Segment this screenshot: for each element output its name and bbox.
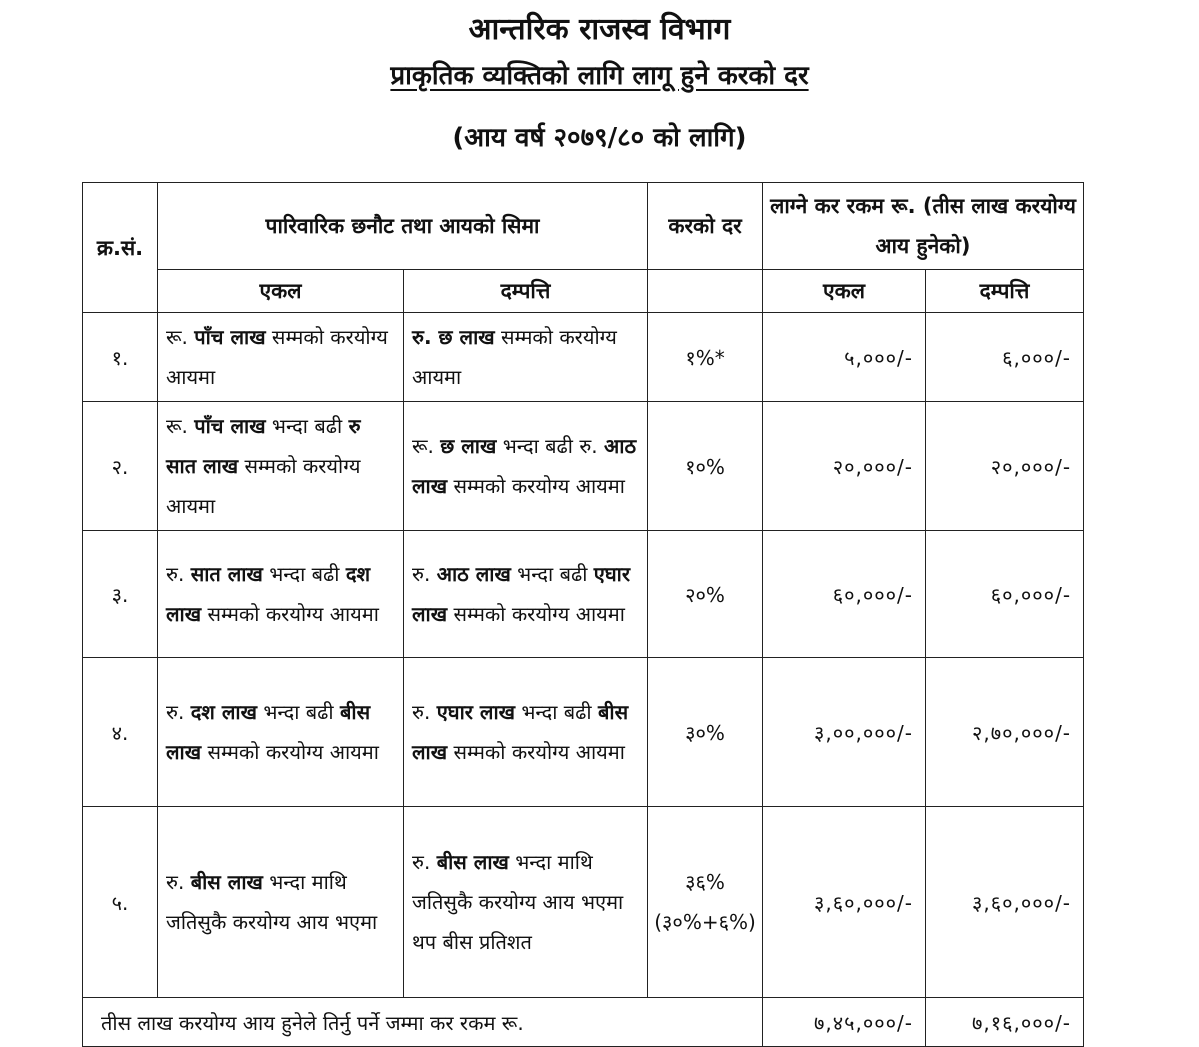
header-amount-couple: दम्पत्ति: [926, 270, 1084, 313]
document-subtitle: [0, 56, 1199, 96]
serial-cell: ४.: [83, 658, 158, 807]
header-couple: दम्पत्ति: [404, 270, 648, 313]
amount-single-cell: २०,०००/-: [763, 402, 926, 531]
single-limit-cell: रू. पाँच लाख भन्दा बढी रु सात लाख सम्मको करयोग्य आयमा: [158, 402, 404, 531]
serial-cell: १.: [83, 313, 158, 402]
rate-cell: २०%: [648, 531, 763, 658]
amount-single-cell: ३,००,०००/-: [763, 658, 926, 807]
amount-couple-cell: ६०,०००/-: [926, 531, 1084, 658]
table-row: [83, 531, 1084, 658]
rate-value: ३६%: [685, 870, 725, 894]
single-limit-cell: रु. सात लाख भन्दा बढी दश लाख सम्मको करयोग्य आयमा: [158, 531, 404, 658]
rate-note: (३०%+६%): [654, 910, 756, 934]
header-row-1: [83, 183, 1084, 270]
single-limit-cell: रु. दश लाख भन्दा बढी बीस लाख सम्मको करयोग्य आयमा: [158, 658, 404, 807]
serial-cell: २.: [83, 402, 158, 531]
header-rate-blank: [648, 270, 763, 313]
header-row-2: [83, 270, 1084, 313]
amount-couple-cell: ३,६०,०००/-: [926, 807, 1084, 998]
total-amount-couple: ७,१६,०००/-: [926, 998, 1084, 1047]
table-row: [83, 807, 1084, 998]
amount-couple-cell: ६,०००/-: [926, 313, 1084, 402]
header-serial: क्र.सं.: [83, 183, 158, 313]
header-tax-amount: लाग्ने कर रकम रू. (तीस लाख करयोग्य आय हुनेको): [763, 183, 1084, 270]
subtitle-text: प्राकृतिक व्यक्तिको लागि लागू हुने करको दर: [390, 61, 809, 91]
department-title: आन्तरिक राजस्व विभाग: [468, 12, 731, 47]
rate-cell: १०%: [648, 402, 763, 531]
fiscal-year-line: (आय वर्ष २०७९/८० को लागि): [452, 123, 747, 153]
serial-cell: ३.: [83, 531, 158, 658]
header-single: एकल: [158, 270, 404, 313]
amount-couple-cell: २०,०००/-: [926, 402, 1084, 531]
header-tax-rate: करको दर: [648, 183, 763, 270]
serial-cell: ५.: [83, 807, 158, 998]
table-row: [83, 402, 1084, 531]
table-row: [83, 658, 1084, 807]
rate-cell: १%*: [648, 313, 763, 402]
amount-single-cell: ३,६०,०००/-: [763, 807, 926, 998]
couple-limit-cell: रु. छ लाख सम्मको करयोग्य आयमा: [404, 313, 648, 402]
total-label: तीस लाख करयोग्य आय हुनेले तिर्नु पर्ने जम्मा कर रकम रू.: [83, 998, 763, 1047]
amount-single-cell: ६०,०००/-: [763, 531, 926, 658]
rate-cell: ३०%: [648, 658, 763, 807]
couple-limit-cell: रु. एघार लाख भन्दा बढी बीस लाख सम्मको करयोग्य आयमा: [404, 658, 648, 807]
header-amount-single: एकल: [763, 270, 926, 313]
single-limit-cell: रू. पाँच लाख सम्मको करयोग्य आयमा: [158, 313, 404, 402]
couple-limit-cell: रू. छ लाख भन्दा बढी रु. आठ लाख सम्मको करयोग्य आयमा: [404, 402, 648, 531]
header-family-income: पारिवारिक छनौट तथा आयको सिमा: [158, 183, 648, 270]
total-amount-single: ७,४५,०००/-: [763, 998, 926, 1047]
total-row: [83, 998, 1084, 1047]
couple-limit-cell: रु. आठ लाख भन्दा बढी एघार लाख सम्मको करयोग्य आयमा: [404, 531, 648, 658]
tax-rate-table: [82, 182, 1084, 1047]
table-row: [83, 313, 1084, 402]
amount-single-cell: ५,०००/-: [763, 313, 926, 402]
amount-couple-cell: २,७०,०००/-: [926, 658, 1084, 807]
couple-limit-cell: रु. बीस लाख भन्दा माथि जतिसुकै करयोग्य आय भएमा थप बीस प्रतिशत: [404, 807, 648, 998]
single-limit-cell: रु. बीस लाख भन्दा माथि जतिसुकै करयोग्य आय भएमा: [158, 807, 404, 998]
rate-cell: [648, 807, 763, 998]
